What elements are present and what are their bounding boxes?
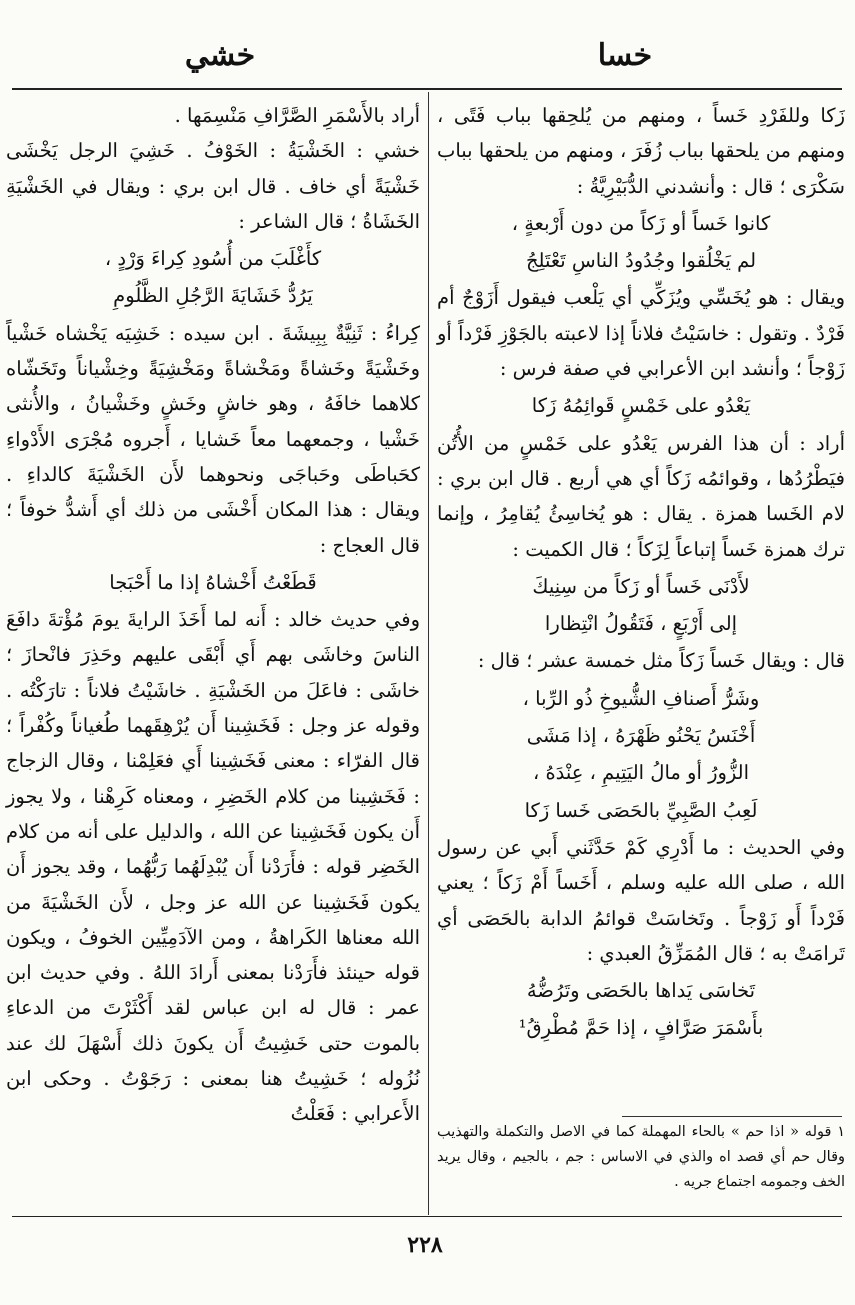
footer-rule [12, 1216, 842, 1217]
verse-line: قَطَعْتُ أَخْشاهُ إذا ما أَحْبَجا [109, 570, 317, 594]
paragraph: أراد بالأَسْمَرِ الصَّرَّافِ مَنْسِمَها . [174, 104, 420, 127]
verse-line: بأَسْمَرَ صَرَّافٍ ، إذا حَمَّ مُطْرِقُ¹ [518, 1016, 764, 1040]
left-column [6, 98, 420, 1132]
page-number: ٢٢٨ [407, 1232, 443, 1258]
paragraph: كِراءُ : ثَنِيَّةٌ بِبِيشَةَ . ابن سيده : خَشِيَه يَخْشاه خَشْياً وخَشْيَةً وخَشاةً ومَخْشاةً ومَخْشِيَةً وخِشْياناً وتَخَشّاه كلاهما خافَهُ ، وهو خاشٍ وخَشٍ وخَشْيانُ ، والأُنثى خَشْيا ، وجمعهما معاً خَشايا ، أَجروه مُجْرَى الأَدْواءِ كحَباطَى وحَباجَى ونحوهما لأَن الخَشْيَةَ كالداءِ . ويقال : هذا المكان أَخْشَى من ذلك أي أَشدُّ خوفاً ؛ قال العجاج : [6, 321, 420, 557]
footnote: ١ قوله « اذا حم » بالحاء المهملة كما في الاصل والتكملة والتهذيب وقال حم أي قصد اه والذي في الاساس : جم ، بالجيم ، وقال يريد الخف وجمومه اجتماع جريه . [437, 1124, 845, 1190]
paragraph: قال : ويقال خَساً زَكاً مثل خمسة عشر ؛ قال : [477, 649, 845, 673]
paragraph: وفي الحديث : ما أَدْرِي كَمْ حَدَّثَني أَبي عن رسول الله ، صلى الله عليه وسلم ، أَخَساً أَمْ زَكاً ؛ يعني فَرْداً أَو زَوْجاً . وتَخاسَتْ قوائمُ الدابة بالحَصَى أي تَرامَتْ به ؛ قال المُمَزِّقُ العبدي : [437, 835, 845, 965]
paragraph: ويقال : هو يُخَسِّي ويُزَكِّي أي يَلْعب فيقول أَزَوْجٌ أم فَرْدٌ . وتقول : خاسَيْتُ فلاناً إذا لاعبته بالجَوْزِ فَرْداً أو زَوْجاً ؛ وأنشد ابن الأعرابي في صفة فرس : [437, 286, 845, 381]
entry-paragraph: خشي : الخَشْيَةُ : الخَوْفُ . خَشِيَ الرجل يَخْشَى خَشْيَةً أي خاف . قال ابن بري : ويقال في الخَشْيَةِ الخَشَاةُ ؛ قال الشاعر : [6, 139, 420, 233]
paragraph: وفي حديث خالد : أَنه لما أَخَذَ الرايةَ يومَ مُؤْتةَ دافَعَ الناسَ وخاشَى بهم أَي أَبْقَى عليهم وحَذِرَ فانْحازَ ؛ خاشَى : فاعَلَ من الخَشْيَةِ . خاشَيْتُ فلاناً : تارَكْتُه . وقوله عز وجل : فَخَشِينا أَن يُرْهِقَهما طُغياناً وكُفْراً ؛ قال الفرّاء : معنى فَخَشِينا أَي فعَلِمْنا ، وقال الزجاج : فَخَشِينا من كلام الخَضِرِ ، ومعناه كَرِهْنا ، ولا يجوز أَن يكون فَخَشِينا عن الله ، والدليل على أنه من كلام الخَضِر قوله : فأَرَدْنا أَن يُبْدِلَهُما رَبُّهُما ، وقد يجوز أَن يكون فَخَشِينا عن الله عز وجل ، لأَن الخَشْيَةَ من الله معناها الكَراهةُ ، ومن الآدَمِيِّين الخوفُ ، ويكون قوله حينئذ فأَرَدْنا بمعنى أَرادَ اللهُ . وفي حديث ابن عمر : قال له ابن عباس لقد أَكْثَرْتَ من الدعاءِ بالموت حتى خَشِيتُ أَن يكونَ ذلك أَسْهَلَ لك عند نُزُوله ؛ خَشِيتُ هنا بمعنى : رَجَوْتُ . وحكى ابن الأَعرابي : فَعَلْتُ [6, 608, 420, 1126]
column-divider [428, 92, 429, 1215]
verse-line: لأَدْنَى خَساً أو زَكاً من سِنِيكَ [532, 574, 750, 598]
verse-line: الزُّورُ أو مالُ اليَتِيمِ ، عِنْدَهُ ، [532, 761, 750, 785]
verse-line: يَرُدُّ خَشَايَةَ الرَّجُلِ الظَّلُومِ [113, 284, 313, 308]
verse-line: كانوا خَساً أو زَكاً من دون أَرْبعةٍ ، [511, 211, 771, 235]
verse-line: وشَرُّ أَصنافِ الشُّيوخِ ذُو الرِّبا ، [522, 686, 760, 710]
verse-line: أَخْنَسُ يَحْنُو ظَهْرَهُ ، إذا مَشَى [526, 724, 756, 748]
verse-line: تَخاسَى يَداها بالحَصَى وتَرُضُّهُ [526, 979, 756, 1003]
running-header-right: خسا [597, 38, 653, 73]
paragraph: زَكا وللفَرْدِ خَساً ، ومنهم من يُلحِقها بباب فَتًى ، ومنهم من يلحقها بباب زُفَرَ ، ومنهم من يلحقها بباب سَكْرَى ؛ قال : وأنشدني الدُّبَيْرِيَّةُ : [437, 104, 845, 198]
paragraph: أراد : أن هذا الفرس يَعْدُو على خَمْسٍ من الأُتُن فيَطْرُدُها ، وقوائمُه زَكاً أي هي أربع . قال ابن بري : لام الخَسا همزة . يقال : هو يُخاسِئُ يُقامِرُ ، وإنما ترك همزة خَساً إتباعاً لِزَكاً ؛ قال الكميت : [437, 431, 845, 561]
verse-line: كأَغْلَبَ من أُسُودِ كِراءَ وَرْدٍ ، [104, 247, 322, 271]
verse-line: يَعْدُو على خَمْسٍ قَوائِمُهُ زَكا [531, 394, 751, 418]
right-column [437, 98, 845, 1048]
verse-line: لم يَخْلُقوا وجُدُودُ الناسِ تَعْتَلِجُ [525, 249, 757, 273]
verse-line: إلى أَرْبَعٍ ، فَتَقُولُ انْتِظارا [544, 612, 738, 636]
header-rule [12, 88, 842, 90]
running-header-left: خشي [184, 38, 256, 73]
footnote-rule [622, 1116, 842, 1117]
verse-line: لَعِبُ الصَّبِيِّ بالحَصَى خَسا زَكا [524, 798, 758, 822]
